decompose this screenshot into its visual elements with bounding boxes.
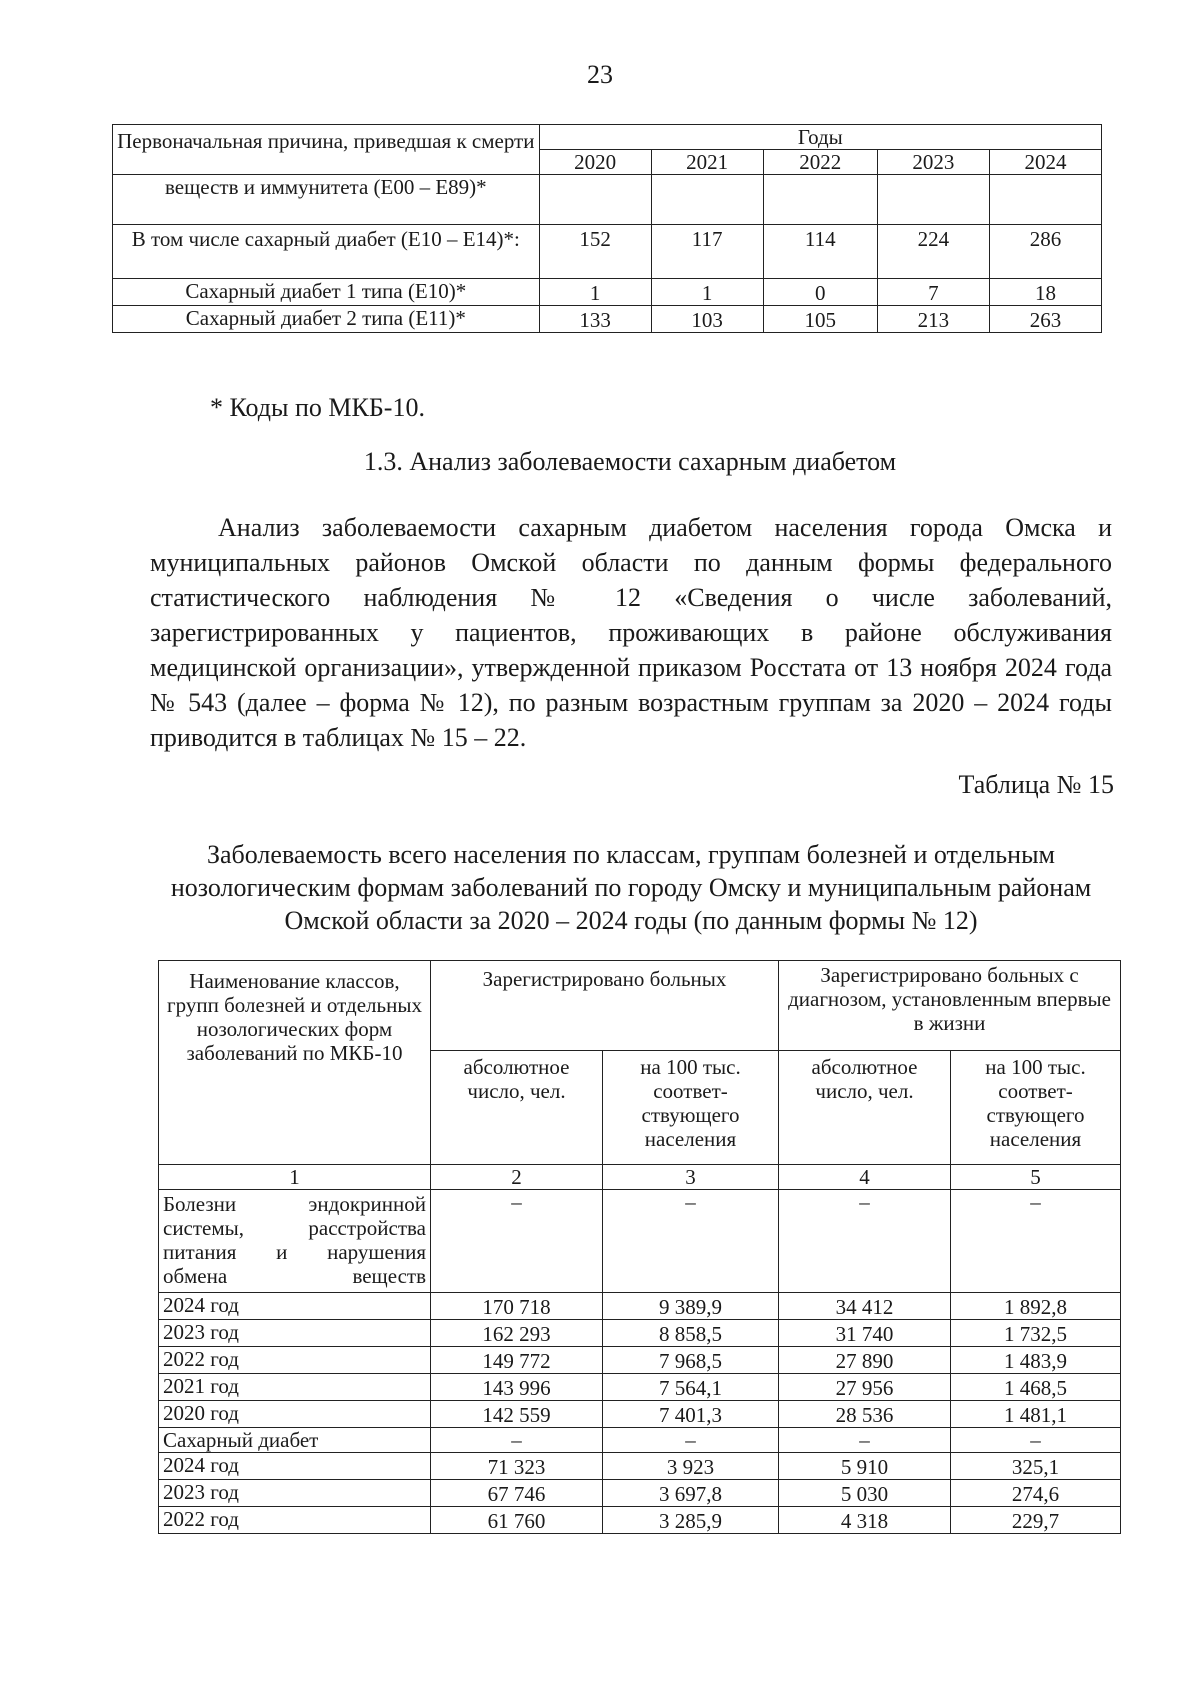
value-cell: 1 892,8 [951, 1293, 1121, 1320]
subheader-absolute: абсолютное число, чел. [779, 1051, 951, 1165]
value-cell: 274,6 [951, 1480, 1121, 1507]
value-cell: 27 956 [779, 1374, 951, 1401]
value-cell: 0 [763, 279, 877, 306]
morbidity-table [158, 960, 1121, 1534]
value-cell [877, 175, 989, 225]
year-cell: 2022 [763, 150, 877, 175]
cause-cell: веществ и иммунитета (Е00 – Е89)* [113, 175, 540, 225]
value-cell: 152 [539, 225, 651, 279]
value-cell: 213 [877, 306, 989, 333]
value-cell: 18 [989, 279, 1101, 306]
value-cell: 27 890 [779, 1347, 951, 1374]
cause-cell: В том числе сахарный диабет (Е10 – Е14)*: [113, 225, 540, 279]
value-cell: 170 718 [431, 1293, 603, 1320]
value-cell: 7 401,3 [603, 1401, 779, 1428]
column-number: 4 [779, 1165, 951, 1190]
value-cell: 1 483,9 [951, 1347, 1121, 1374]
table-row [159, 1293, 1121, 1320]
value-cell: 8 858,5 [603, 1320, 779, 1347]
column-numbers-row [159, 1165, 1121, 1190]
value-cell: 3 697,8 [603, 1480, 779, 1507]
group-name: Сахарный диабет [159, 1428, 431, 1453]
year-cell: 2020 [539, 150, 651, 175]
table-number: Таблица № 15 [958, 770, 1114, 799]
value-cell: 61 760 [431, 1507, 603, 1534]
table-row [159, 1453, 1121, 1480]
table-row [159, 1320, 1121, 1347]
table-row [113, 175, 1102, 225]
value-cell: 1 [539, 279, 651, 306]
header-registered-first: Зарегистрировано больных с диагнозом, установленным впервые в жизни [779, 961, 1121, 1051]
section-heading: 1.3. Анализ заболеваемости сахарным диабетом [363, 447, 897, 476]
table-row [159, 1507, 1121, 1534]
value-cell: 224 [877, 225, 989, 279]
table-row [113, 306, 1102, 333]
year-label: 2022 год [159, 1507, 431, 1534]
group-name: Болезни эндокринной системы, расстройства питания и нарушения обмена веществ [159, 1190, 431, 1293]
subheader-per100k: на 100 тыс. соответ- ствующего населения [951, 1051, 1121, 1165]
value-cell: 1 [651, 279, 763, 306]
value-cell: 229,7 [951, 1507, 1121, 1534]
table-caption: Заболеваемость всего населения по классам, группам болезней и отдельным нозологическим формам заболеваний по городу Омску и муниципальным районам Омской области за 2020 – 2024 годы (по данным формы № 12) [170, 840, 1092, 935]
value-cell [651, 175, 763, 225]
value-cell: 34 412 [779, 1293, 951, 1320]
body-paragraph: Анализ заболеваемости сахарным диабетом населения города Омска и муниципальных районов Омской области по данным формы федерального статистического наблюдения № 12 «Сведения о числе заболеваний, зарегистрированных у пациентов, проживающих в районе обслуживания медицинской организации», утвержденной приказом Росстата от 13 ноября 2024 года № 543 (далее – форма № 12), по разным возрастным группам за 2020 – 2024 годы приводится в таблицах № 15 – 22. [150, 513, 1112, 752]
value-cell: 114 [763, 225, 877, 279]
value-cell: – [603, 1190, 779, 1293]
value-cell: 286 [989, 225, 1101, 279]
header-cause: Первоначальная причина, приведшая к смерти [113, 125, 540, 175]
header-registered: Зарегистрировано больных [431, 961, 779, 1051]
value-cell: – [951, 1190, 1121, 1293]
table-row [159, 1374, 1121, 1401]
value-cell: – [779, 1190, 951, 1293]
column-number: 3 [603, 1165, 779, 1190]
year-label: 2024 год [159, 1293, 431, 1320]
value-cell: 3 285,9 [603, 1507, 779, 1534]
value-cell: 103 [651, 306, 763, 333]
value-cell: 3 923 [603, 1453, 779, 1480]
table-row [159, 1347, 1121, 1374]
table-header-row [159, 961, 1121, 1051]
value-cell: 9 389,9 [603, 1293, 779, 1320]
year-label: 2023 год [159, 1320, 431, 1347]
table-row [159, 1480, 1121, 1507]
value-cell: – [603, 1428, 779, 1453]
value-cell [763, 175, 877, 225]
cause-cell: Сахарный диабет 1 типа (Е10)* [113, 279, 540, 306]
header-years: Годы [539, 125, 1101, 150]
header-name: Наименование классов, групп болезней и отдельных нозологических форм заболеваний по МКБ-10 [159, 961, 431, 1165]
year-label: 2023 год [159, 1480, 431, 1507]
cause-cell: Сахарный диабет 2 типа (Е11)* [113, 306, 540, 333]
year-label: 2022 год [159, 1347, 431, 1374]
value-cell: 71 323 [431, 1453, 603, 1480]
value-cell: 67 746 [431, 1480, 603, 1507]
value-cell [989, 175, 1101, 225]
year-label: 2024 год [159, 1453, 431, 1480]
column-number: 1 [159, 1165, 431, 1190]
value-cell: 1 732,5 [951, 1320, 1121, 1347]
value-cell: 149 772 [431, 1347, 603, 1374]
value-cell: 117 [651, 225, 763, 279]
value-cell: – [431, 1190, 603, 1293]
subheader-per100k: на 100 тыс. соответ- ствующего населения [603, 1051, 779, 1165]
column-number: 2 [431, 1165, 603, 1190]
value-cell: 143 996 [431, 1374, 603, 1401]
table-row [159, 1401, 1121, 1428]
value-cell: 162 293 [431, 1320, 603, 1347]
value-cell: 28 536 [779, 1401, 951, 1428]
value-cell: 5 910 [779, 1453, 951, 1480]
value-cell: 4 318 [779, 1507, 951, 1534]
value-cell: 7 564,1 [603, 1374, 779, 1401]
group-row [159, 1190, 1121, 1293]
table-row [113, 225, 1102, 279]
table-row [113, 279, 1102, 306]
value-cell: 105 [763, 306, 877, 333]
value-cell: 7 [877, 279, 989, 306]
value-cell: 7 968,5 [603, 1347, 779, 1374]
value-cell: 5 030 [779, 1480, 951, 1507]
value-cell: 142 559 [431, 1401, 603, 1428]
mortality-table [112, 124, 1102, 333]
page-number: 23 [587, 60, 613, 89]
year-cell: 2023 [877, 150, 989, 175]
value-cell: 325,1 [951, 1453, 1121, 1480]
value-cell: 133 [539, 306, 651, 333]
value-cell: – [431, 1428, 603, 1453]
value-cell: 1 481,1 [951, 1401, 1121, 1428]
value-cell: – [951, 1428, 1121, 1453]
value-cell [539, 175, 651, 225]
year-label: 2021 год [159, 1374, 431, 1401]
value-cell: 31 740 [779, 1320, 951, 1347]
year-cell: 2024 [989, 150, 1101, 175]
value-cell: 1 468,5 [951, 1374, 1121, 1401]
subheader-absolute: абсолютное число, чел. [431, 1051, 603, 1165]
value-cell: 263 [989, 306, 1101, 333]
value-cell: – [779, 1428, 951, 1453]
group-row [159, 1428, 1121, 1453]
table-header-row [113, 125, 1102, 150]
year-label: 2020 год [159, 1401, 431, 1428]
year-cell: 2021 [651, 150, 763, 175]
column-number: 5 [951, 1165, 1121, 1190]
footnote: * Коды по МКБ-10. [210, 393, 425, 422]
